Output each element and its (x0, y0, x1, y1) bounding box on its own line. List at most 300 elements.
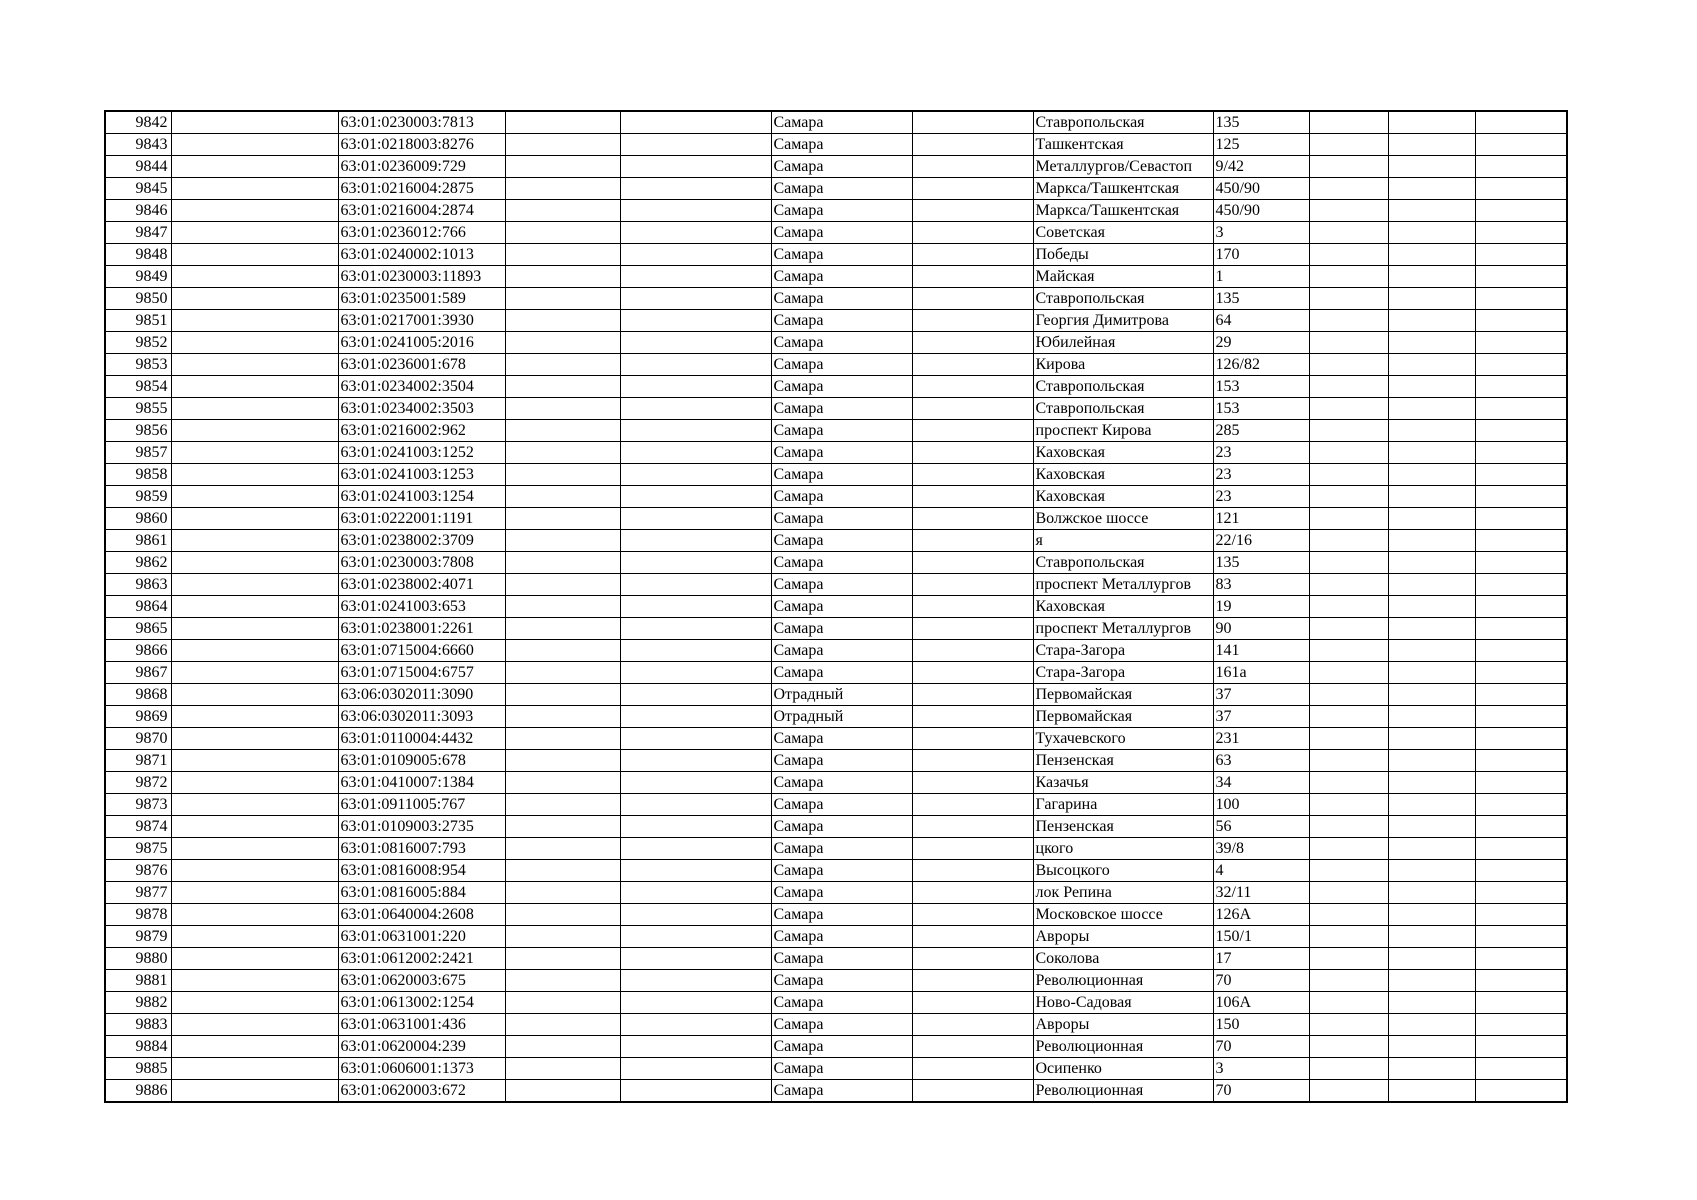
row-number-cell: 9842 (105, 111, 171, 134)
house-number-cell: 17 (1213, 948, 1309, 970)
city-cell: Самара (771, 860, 912, 882)
city-cell: Самара (771, 1014, 912, 1036)
blank-cell-e (620, 288, 771, 310)
blank-cell-b (171, 134, 338, 156)
blank-cell-d (505, 596, 620, 618)
table-row (105, 1014, 1567, 1036)
blank-cell-k (1388, 178, 1475, 200)
table-row (105, 156, 1567, 178)
blank-cell-j (1309, 288, 1388, 310)
table-body (105, 111, 1567, 1102)
blank-cell-l (1475, 948, 1567, 970)
table-row (105, 794, 1567, 816)
blank-cell-j (1309, 926, 1388, 948)
blank-cell-d (505, 244, 620, 266)
row-number-cell: 9845 (105, 178, 171, 200)
blank-cell-e (620, 442, 771, 464)
street-cell: Каховская (1033, 464, 1213, 486)
table-row (105, 662, 1567, 684)
street-cell: Стара-Загора (1033, 640, 1213, 662)
street-cell: Георгия Димитрова (1033, 310, 1213, 332)
street-cell: Тухачевского (1033, 728, 1213, 750)
blank-cell-k (1388, 1058, 1475, 1080)
row-number-cell: 9865 (105, 618, 171, 640)
house-number-cell: 22/16 (1213, 530, 1309, 552)
blank-cell-e (620, 398, 771, 420)
blank-cell-e (620, 552, 771, 574)
cadastral-number-cell: 63:01:0606001:1373 (338, 1058, 505, 1080)
house-number-cell: 450/90 (1213, 200, 1309, 222)
street-cell: Победы (1033, 244, 1213, 266)
table-row (105, 1080, 1567, 1103)
cadastral-number-cell: 63:01:0816007:793 (338, 838, 505, 860)
cadastral-number-cell: 63:01:0236001:678 (338, 354, 505, 376)
street-cell: Высоцкого (1033, 860, 1213, 882)
blank-cell-l (1475, 882, 1567, 904)
street-cell: Ставропольская (1033, 552, 1213, 574)
blank-cell-g (912, 640, 1033, 662)
cadastral-number-cell: 63:01:0241003:1252 (338, 442, 505, 464)
blank-cell-j (1309, 552, 1388, 574)
blank-cell-b (171, 310, 338, 332)
blank-cell-b (171, 1036, 338, 1058)
blank-cell-j (1309, 882, 1388, 904)
city-cell: Самара (771, 1080, 912, 1103)
blank-cell-d (505, 640, 620, 662)
house-number-cell: 23 (1213, 486, 1309, 508)
table-row (105, 200, 1567, 222)
blank-cell-g (912, 1014, 1033, 1036)
blank-cell-d (505, 926, 620, 948)
blank-cell-l (1475, 552, 1567, 574)
blank-cell-k (1388, 134, 1475, 156)
blank-cell-e (620, 354, 771, 376)
blank-cell-d (505, 508, 620, 530)
blank-cell-j (1309, 111, 1388, 134)
row-number-cell: 9858 (105, 464, 171, 486)
blank-cell-j (1309, 442, 1388, 464)
blank-cell-k (1388, 156, 1475, 178)
house-number-cell: 56 (1213, 816, 1309, 838)
blank-cell-k (1388, 442, 1475, 464)
table-row (105, 266, 1567, 288)
blank-cell-j (1309, 838, 1388, 860)
blank-cell-e (620, 662, 771, 684)
blank-cell-k (1388, 1080, 1475, 1103)
cadastral-number-cell: 63:01:0241003:1254 (338, 486, 505, 508)
street-cell: цкого (1033, 838, 1213, 860)
house-number-cell: 121 (1213, 508, 1309, 530)
cadastral-number-cell: 63:01:0241003:653 (338, 596, 505, 618)
blank-cell-e (620, 948, 771, 970)
blank-cell-g (912, 618, 1033, 640)
street-cell: Ставропольская (1033, 376, 1213, 398)
city-cell: Самара (771, 1058, 912, 1080)
street-cell: Стара-Загора (1033, 662, 1213, 684)
city-cell: Самара (771, 838, 912, 860)
house-number-cell: 170 (1213, 244, 1309, 266)
blank-cell-d (505, 178, 620, 200)
street-cell: Ставропольская (1033, 398, 1213, 420)
row-number-cell: 9844 (105, 156, 171, 178)
table-row (105, 706, 1567, 728)
blank-cell-b (171, 530, 338, 552)
cadastral-number-cell: 63:06:0302011:3090 (338, 684, 505, 706)
blank-cell-d (505, 904, 620, 926)
row-number-cell: 9856 (105, 420, 171, 442)
blank-cell-l (1475, 111, 1567, 134)
house-number-cell: 83 (1213, 574, 1309, 596)
row-number-cell: 9857 (105, 442, 171, 464)
blank-cell-k (1388, 882, 1475, 904)
row-number-cell: 9885 (105, 1058, 171, 1080)
row-number-cell: 9863 (105, 574, 171, 596)
table-row (105, 618, 1567, 640)
table-row (105, 552, 1567, 574)
table-row (105, 508, 1567, 530)
table-row (105, 354, 1567, 376)
city-cell: Самара (771, 354, 912, 376)
blank-cell-k (1388, 244, 1475, 266)
city-cell: Самара (771, 596, 912, 618)
blank-cell-l (1475, 134, 1567, 156)
street-cell: Первомайская (1033, 706, 1213, 728)
city-cell: Самара (771, 310, 912, 332)
blank-cell-d (505, 111, 620, 134)
house-number-cell: 150/1 (1213, 926, 1309, 948)
blank-cell-g (912, 552, 1033, 574)
data-table (104, 110, 1568, 1103)
house-number-cell: 70 (1213, 970, 1309, 992)
blank-cell-k (1388, 200, 1475, 222)
cadastral-number-cell: 63:01:0222001:1191 (338, 508, 505, 530)
house-number-cell: 150 (1213, 1014, 1309, 1036)
blank-cell-e (620, 838, 771, 860)
house-number-cell: 1 (1213, 266, 1309, 288)
city-cell: Самара (771, 794, 912, 816)
street-cell: Юбилейная (1033, 332, 1213, 354)
house-number-cell: 231 (1213, 728, 1309, 750)
blank-cell-k (1388, 640, 1475, 662)
city-cell: Самара (771, 332, 912, 354)
blank-cell-j (1309, 398, 1388, 420)
blank-cell-e (620, 926, 771, 948)
blank-cell-e (620, 596, 771, 618)
blank-cell-l (1475, 750, 1567, 772)
blank-cell-g (912, 706, 1033, 728)
cadastral-number-cell: 63:01:0236009:729 (338, 156, 505, 178)
blank-cell-b (171, 574, 338, 596)
blank-cell-j (1309, 156, 1388, 178)
blank-cell-j (1309, 464, 1388, 486)
blank-cell-j (1309, 1080, 1388, 1103)
blank-cell-d (505, 882, 620, 904)
row-number-cell: 9846 (105, 200, 171, 222)
blank-cell-k (1388, 508, 1475, 530)
blank-cell-g (912, 816, 1033, 838)
blank-cell-j (1309, 508, 1388, 530)
blank-cell-l (1475, 640, 1567, 662)
cadastral-number-cell: 63:01:0911005:767 (338, 794, 505, 816)
blank-cell-g (912, 750, 1033, 772)
blank-cell-d (505, 134, 620, 156)
blank-cell-l (1475, 442, 1567, 464)
blank-cell-g (912, 244, 1033, 266)
blank-cell-g (912, 860, 1033, 882)
row-number-cell: 9872 (105, 772, 171, 794)
street-cell: Каховская (1033, 442, 1213, 464)
blank-cell-e (620, 706, 771, 728)
street-cell: Революционная (1033, 1080, 1213, 1103)
row-number-cell: 9884 (105, 1036, 171, 1058)
house-number-cell: 37 (1213, 706, 1309, 728)
city-cell: Самара (771, 728, 912, 750)
blank-cell-e (620, 530, 771, 552)
cadastral-number-cell: 63:01:0230003:11893 (338, 266, 505, 288)
cadastral-number-cell: 63:01:0238002:3709 (338, 530, 505, 552)
blank-cell-b (171, 838, 338, 860)
house-number-cell: 153 (1213, 376, 1309, 398)
blank-cell-b (171, 354, 338, 376)
blank-cell-k (1388, 948, 1475, 970)
blank-cell-l (1475, 1058, 1567, 1080)
blank-cell-j (1309, 134, 1388, 156)
blank-cell-g (912, 178, 1033, 200)
blank-cell-k (1388, 1014, 1475, 1036)
blank-cell-l (1475, 244, 1567, 266)
blank-cell-k (1388, 266, 1475, 288)
blank-cell-j (1309, 266, 1388, 288)
blank-cell-d (505, 464, 620, 486)
blank-cell-g (912, 486, 1033, 508)
row-number-cell: 9882 (105, 992, 171, 1014)
blank-cell-g (912, 772, 1033, 794)
blank-cell-g (912, 156, 1033, 178)
table-row (105, 860, 1567, 882)
house-number-cell: 141 (1213, 640, 1309, 662)
house-number-cell: 126А (1213, 904, 1309, 926)
table-row (105, 992, 1567, 1014)
blank-cell-j (1309, 904, 1388, 926)
row-number-cell: 9851 (105, 310, 171, 332)
blank-cell-b (171, 288, 338, 310)
blank-cell-b (171, 970, 338, 992)
city-cell: Самара (771, 750, 912, 772)
blank-cell-e (620, 310, 771, 332)
blank-cell-j (1309, 816, 1388, 838)
blank-cell-g (912, 200, 1033, 222)
blank-cell-e (620, 508, 771, 530)
row-number-cell: 9847 (105, 222, 171, 244)
blank-cell-k (1388, 794, 1475, 816)
cadastral-number-cell: 63:01:0216004:2874 (338, 200, 505, 222)
cadastral-number-cell: 63:01:0620003:675 (338, 970, 505, 992)
blank-cell-l (1475, 992, 1567, 1014)
blank-cell-j (1309, 222, 1388, 244)
cadastral-number-cell: 63:01:0241005:2016 (338, 332, 505, 354)
blank-cell-b (171, 111, 338, 134)
house-number-cell: 29 (1213, 332, 1309, 354)
city-cell: Самара (771, 200, 912, 222)
blank-cell-d (505, 1014, 620, 1036)
blank-cell-e (620, 486, 771, 508)
cadastral-number-cell: 63:01:0218003:8276 (338, 134, 505, 156)
blank-cell-b (171, 640, 338, 662)
blank-cell-k (1388, 596, 1475, 618)
house-number-cell: 126/82 (1213, 354, 1309, 376)
table-row (105, 178, 1567, 200)
row-number-cell: 9880 (105, 948, 171, 970)
house-number-cell: 135 (1213, 111, 1309, 134)
house-number-cell: 153 (1213, 398, 1309, 420)
blank-cell-j (1309, 530, 1388, 552)
blank-cell-b (171, 772, 338, 794)
city-cell: Самара (771, 926, 912, 948)
blank-cell-d (505, 332, 620, 354)
blank-cell-l (1475, 838, 1567, 860)
table-row (105, 684, 1567, 706)
street-cell: Советская (1033, 222, 1213, 244)
blank-cell-j (1309, 640, 1388, 662)
row-number-cell: 9864 (105, 596, 171, 618)
house-number-cell: 39/8 (1213, 838, 1309, 860)
blank-cell-e (620, 420, 771, 442)
street-cell: Волжское шоссе (1033, 508, 1213, 530)
blank-cell-b (171, 882, 338, 904)
cadastral-number-cell: 63:01:0620003:672 (338, 1080, 505, 1103)
street-cell: Металлургов/Севастоп (1033, 156, 1213, 178)
city-cell: Самара (771, 486, 912, 508)
row-number-cell: 9861 (105, 530, 171, 552)
blank-cell-d (505, 750, 620, 772)
blank-cell-k (1388, 838, 1475, 860)
city-cell: Отрадный (771, 684, 912, 706)
blank-cell-e (620, 816, 771, 838)
row-number-cell: 9875 (105, 838, 171, 860)
blank-cell-j (1309, 376, 1388, 398)
cadastral-number-cell: 63:01:0234002:3503 (338, 398, 505, 420)
blank-cell-g (912, 1036, 1033, 1058)
blank-cell-d (505, 772, 620, 794)
blank-cell-k (1388, 574, 1475, 596)
table-row (105, 1058, 1567, 1080)
blank-cell-j (1309, 1058, 1388, 1080)
cadastral-number-cell: 63:01:0236012:766 (338, 222, 505, 244)
row-number-cell: 9855 (105, 398, 171, 420)
blank-cell-d (505, 618, 620, 640)
blank-cell-e (620, 1036, 771, 1058)
house-number-cell: 90 (1213, 618, 1309, 640)
blank-cell-b (171, 222, 338, 244)
blank-cell-d (505, 992, 620, 1014)
blank-cell-e (620, 728, 771, 750)
blank-cell-k (1388, 288, 1475, 310)
table-row (105, 926, 1567, 948)
table-row (105, 486, 1567, 508)
house-number-cell: 135 (1213, 552, 1309, 574)
street-cell: проспект Металлургов (1033, 574, 1213, 596)
blank-cell-b (171, 156, 338, 178)
city-cell: Самара (771, 662, 912, 684)
blank-cell-b (171, 1014, 338, 1036)
blank-cell-l (1475, 288, 1567, 310)
street-cell: Кирова (1033, 354, 1213, 376)
cadastral-number-cell: 63:01:0241003:1253 (338, 464, 505, 486)
row-number-cell: 9870 (105, 728, 171, 750)
table-row (105, 376, 1567, 398)
blank-cell-b (171, 904, 338, 926)
city-cell: Самара (771, 530, 912, 552)
blank-cell-j (1309, 244, 1388, 266)
blank-cell-k (1388, 926, 1475, 948)
cadastral-number-cell: 63:01:0715004:6757 (338, 662, 505, 684)
blank-cell-k (1388, 662, 1475, 684)
blank-cell-g (912, 508, 1033, 530)
blank-cell-k (1388, 970, 1475, 992)
city-cell: Самара (771, 772, 912, 794)
blank-cell-b (171, 508, 338, 530)
row-number-cell: 9866 (105, 640, 171, 662)
city-cell: Самара (771, 552, 912, 574)
row-number-cell: 9859 (105, 486, 171, 508)
blank-cell-g (912, 332, 1033, 354)
blank-cell-d (505, 662, 620, 684)
house-number-cell: 64 (1213, 310, 1309, 332)
blank-cell-e (620, 156, 771, 178)
city-cell: Самара (771, 904, 912, 926)
row-number-cell: 9853 (105, 354, 171, 376)
blank-cell-b (171, 926, 338, 948)
blank-cell-l (1475, 464, 1567, 486)
blank-cell-j (1309, 970, 1388, 992)
cadastral-number-cell: 63:01:0217001:3930 (338, 310, 505, 332)
blank-cell-g (912, 926, 1033, 948)
blank-cell-j (1309, 772, 1388, 794)
blank-cell-e (620, 970, 771, 992)
city-cell: Отрадный (771, 706, 912, 728)
blank-cell-k (1388, 420, 1475, 442)
table-row (105, 111, 1567, 134)
blank-cell-j (1309, 860, 1388, 882)
house-number-cell: 100 (1213, 794, 1309, 816)
house-number-cell: 3 (1213, 222, 1309, 244)
row-number-cell: 9867 (105, 662, 171, 684)
cadastral-number-cell: 63:01:0238002:4071 (338, 574, 505, 596)
blank-cell-b (171, 750, 338, 772)
blank-cell-d (505, 948, 620, 970)
table-row (105, 398, 1567, 420)
city-cell: Самара (771, 948, 912, 970)
street-cell: Пензенская (1033, 750, 1213, 772)
blank-cell-l (1475, 860, 1567, 882)
blank-cell-l (1475, 420, 1567, 442)
cadastral-number-cell: 63:01:0109005:678 (338, 750, 505, 772)
city-cell: Самара (771, 376, 912, 398)
blank-cell-k (1388, 860, 1475, 882)
blank-cell-l (1475, 684, 1567, 706)
blank-cell-g (912, 794, 1033, 816)
blank-cell-g (912, 882, 1033, 904)
street-cell: лок Репина (1033, 882, 1213, 904)
city-cell: Самара (771, 134, 912, 156)
blank-cell-b (171, 992, 338, 1014)
blank-cell-g (912, 376, 1033, 398)
street-cell: Гагарина (1033, 794, 1213, 816)
house-number-cell: 34 (1213, 772, 1309, 794)
blank-cell-b (171, 178, 338, 200)
blank-cell-k (1388, 530, 1475, 552)
blank-cell-l (1475, 794, 1567, 816)
